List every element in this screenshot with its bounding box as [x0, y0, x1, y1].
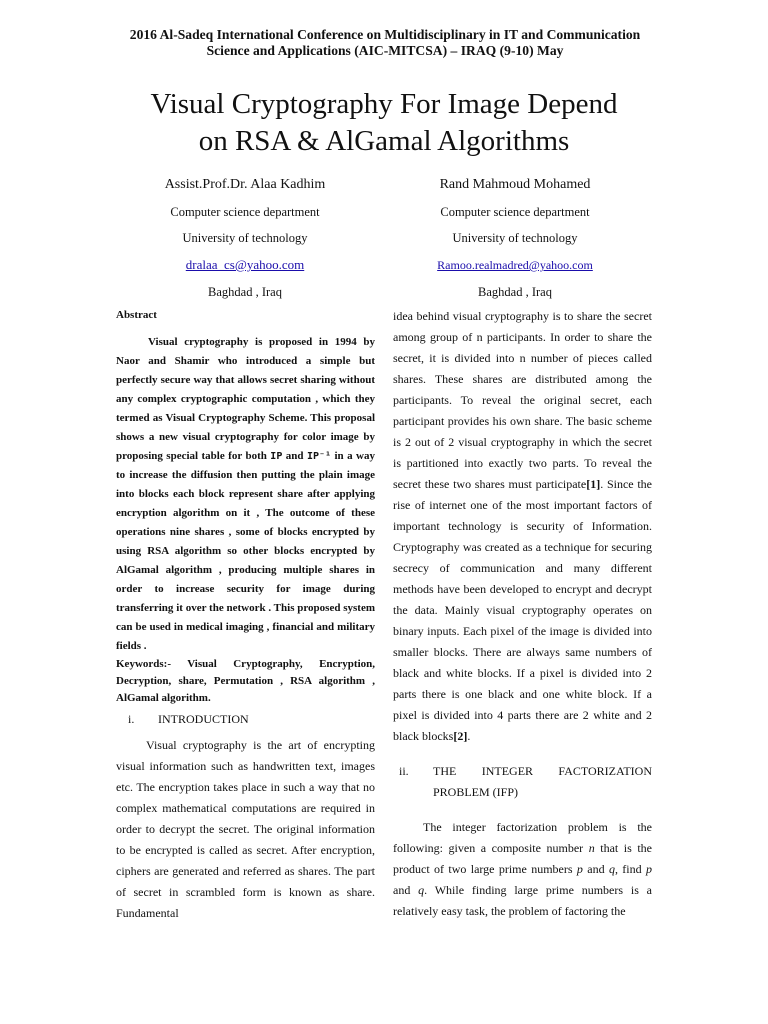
section-heading-ifp [393, 761, 652, 803]
keywords: Keywords:- Visual Cryptography, Encryption, Decryption, share, Permutation , RSA algorithm , AlGamal algorithm. [116, 658, 375, 704]
abstract-text [116, 333, 375, 656]
author-university: University of technology [182, 231, 308, 245]
ifp-text-part: , find [614, 862, 646, 876]
var-p: p [576, 862, 583, 876]
author-email-link[interactable]: dralaa_cs@yahoo.com [185, 257, 305, 272]
abstract-text-part1: Visual cryptography is proposed in 1994 by Naor and Shamir who introduced a simple but perfectly secure way that allows secret sharing without any complex cryptographic computation , which they termed as Visual Cryptography Scheme. This proposal shows a new visual cryptography for color image by proposing special table for both [116, 336, 375, 462]
ifp-text [393, 817, 652, 922]
author-block-2 [365, 176, 665, 300]
var-q: q [608, 862, 615, 876]
intro-continued-part1: idea behind visual cryptography is to share the secret among group of n participants. In order to share the secret, it is divided into n number of pieces called shares. These shares are distributed among the participants. To reveal the original secret, each participant provides his own share. The basic scheme is 2 out of 2 visual cryptography in which the secret is partitioned into exactly two parts. To reveal the secret these two shares must participate [393, 309, 652, 491]
author-city: Baghdad , Iraq [208, 285, 282, 299]
section-number: ii. [399, 764, 409, 778]
author-department: Computer science department [440, 205, 590, 219]
intro-continued-part2: . Since the rise of internet one of the most important factors of important technology is security of Information. Cryptography was created as a technique for securing secrecy of communication and many different methods have been developed to encrypt and decrypt the data. Mainly visual cryptography operates on binary inputs. Each pixel of the image is divided into smaller blocks. There are always same numbers of black and white blocks. If a pixel is divided into 2 parts there is one black and one white block. If a pixel is divided into 4 parts there are 2 white and 2 black blocks [393, 477, 652, 743]
right-column [393, 306, 652, 922]
paper-title-line1: Visual Cryptography For Image Depend [150, 88, 618, 120]
ifp-text-part: and [582, 862, 609, 876]
introduction-continued-text [393, 306, 652, 747]
author-name: Assist.Prof.Dr. Alaa Kadhim [164, 177, 326, 192]
author-city: Baghdad , Iraq [478, 285, 552, 299]
section-heading-introduction [116, 711, 375, 727]
author-department: Computer science department [170, 205, 320, 219]
var-p: p [646, 862, 652, 876]
abstract-heading: Abstract [116, 309, 157, 321]
var-n: n [588, 841, 595, 855]
section-title: INTRODUCTION [158, 712, 249, 726]
citation-1: [1] [586, 477, 601, 491]
ifp-text-part: The integer factorization problem is the following: given a composite number [393, 820, 652, 855]
paper-title [60, 86, 708, 160]
abstract-text-part2: in a way to increase the diffusion then putting the plain image into blocks each block represent share after applying encryption algorithm on it , The outcome of these operations nine shares , some of blocks encrypted by using RSA algorithm so other blocks encrypted by AlGamal algorithm , producing multiple shares in order to increase security for image during transferring it over the network . This proposed system can be used in medical imaging , financial and military fields . [116, 450, 375, 652]
section-number: i. [128, 712, 135, 726]
introduction-text: Visual cryptography is the art of encrypting visual information such as handwritten text, images etc. The encryption takes place in such a way that no complex mathematical computations are required in order to decrypt the secret. The original information to be encrypted is called as secret. After encryption, ciphers are generated and referred as shares. The part of secret in scrambled form is known as share. Fundamental [116, 738, 375, 920]
paper-title-line2: on RSA & AlGamal Algorithms [198, 125, 570, 157]
citation-2: [2] [453, 729, 468, 743]
ifp-text-part: that is the product of two large prime numbers [393, 841, 652, 876]
ip-inverse-symbol: IP⁻¹ [306, 451, 332, 462]
abstract-and: and [282, 450, 307, 462]
ifp-text-part: and [393, 883, 419, 897]
author-block-1 [95, 176, 395, 300]
conference-header [90, 27, 680, 59]
ifp-text-part: . While finding large prime numbers is a relatively easy task, the problem of factoring the [393, 883, 652, 918]
author-name: Rand Mahmoud Mohamed [439, 177, 591, 192]
author-university: University of technology [452, 231, 578, 245]
ip-symbol: IP [270, 451, 283, 462]
section-title: THE INTEGER FACTORIZATION PROBLEM (IFP) [433, 764, 652, 799]
conference-header-line1: 2016 Al-Sadeq International Conference on Multidisciplinary in IT and Communication [129, 27, 641, 42]
conference-header-line2: Science and Applications (AIC-MITCSA) – IRAQ (9-10) May [206, 43, 564, 58]
author-email-link[interactable]: Ramoo.realmadred@yahoo.com [437, 258, 593, 272]
left-column [116, 307, 375, 924]
intro-continued-part3: . [467, 729, 471, 743]
var-q: q [418, 883, 425, 897]
